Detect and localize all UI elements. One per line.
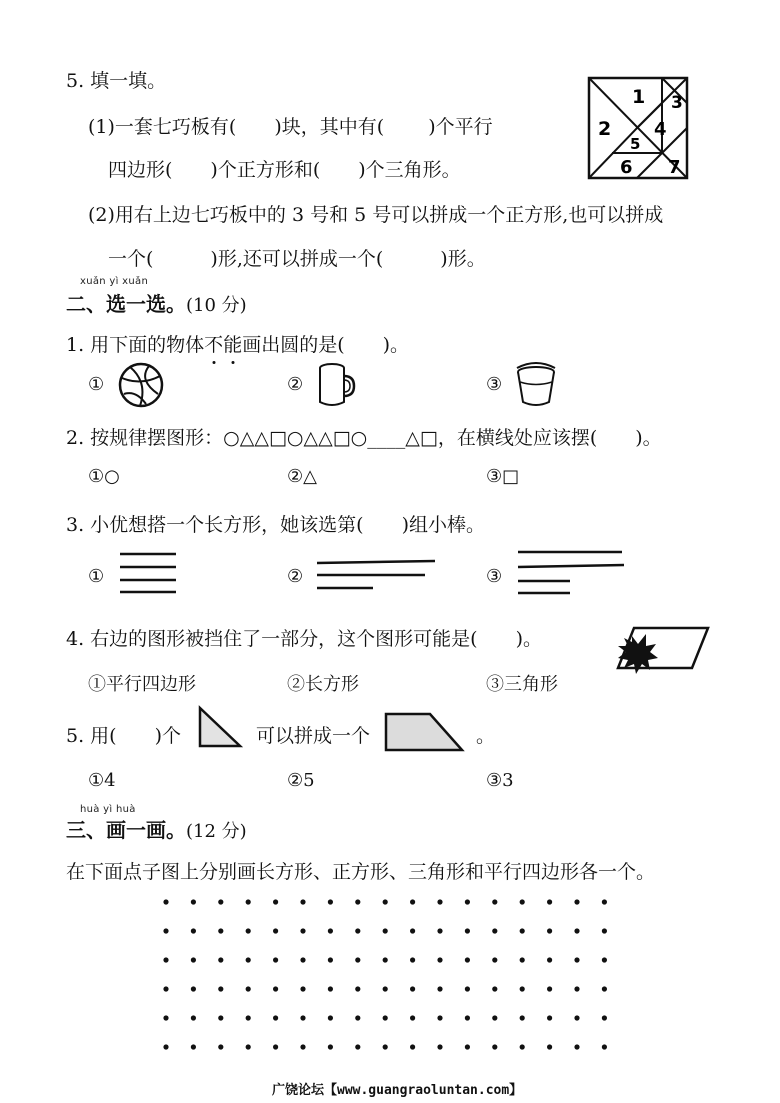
s2-q1-option-b[interactable]: ② xyxy=(287,374,304,395)
grid-dot[interactable] xyxy=(191,1044,196,1049)
s2-q5-option-c[interactable]: ③3 xyxy=(486,770,514,791)
stick-group-1 xyxy=(118,550,180,596)
tangram-label-4: 4 xyxy=(654,119,667,140)
grid-dot[interactable] xyxy=(246,928,251,933)
grid-dot[interactable] xyxy=(355,928,360,933)
grid-dot[interactable] xyxy=(437,899,442,904)
grid-dot[interactable] xyxy=(383,928,388,933)
grid-dot[interactable] xyxy=(246,986,251,991)
grid-dot[interactable] xyxy=(574,928,579,933)
section3-pinyin: huà yì huà xyxy=(80,804,136,815)
grid-dot[interactable] xyxy=(300,899,305,904)
grid-dot[interactable] xyxy=(355,957,360,962)
grid-dot[interactable] xyxy=(328,986,333,991)
grid-dot[interactable] xyxy=(492,1044,497,1049)
s2-q3-option-b[interactable]: ② xyxy=(287,566,304,587)
s2-q1-option-c[interactable]: ③ xyxy=(486,374,503,395)
grid-dot[interactable] xyxy=(383,899,388,904)
grid-dot[interactable] xyxy=(602,986,607,991)
grid-dot[interactable] xyxy=(273,986,278,991)
grid-dot[interactable] xyxy=(246,1044,251,1049)
grid-dot[interactable] xyxy=(465,986,470,991)
s2-q5-post: 。 xyxy=(476,725,496,747)
tangram-label-3: 3 xyxy=(671,93,683,113)
s2-q4-option-b[interactable]: ②长方形 xyxy=(287,674,359,695)
grid-dot[interactable] xyxy=(465,957,470,962)
grid-dot[interactable] xyxy=(492,928,497,933)
grid-dot[interactable] xyxy=(273,1015,278,1020)
grid-dot[interactable] xyxy=(437,986,442,991)
grid-dot[interactable] xyxy=(437,928,442,933)
s2-q1-pre: 1. 用下面的物体 xyxy=(66,334,205,356)
s2-q4-option-a[interactable]: ①平行四边形 xyxy=(88,674,196,695)
grid-dot[interactable] xyxy=(520,957,525,962)
grid-dot[interactable] xyxy=(191,957,196,962)
grid-dot[interactable] xyxy=(410,928,415,933)
grid-dot[interactable] xyxy=(492,986,497,991)
grid-dot[interactable] xyxy=(602,1044,607,1049)
grid-dot[interactable] xyxy=(465,1044,470,1049)
grid-dot[interactable] xyxy=(246,1015,251,1020)
grid-dot[interactable] xyxy=(328,957,333,962)
grid-dot[interactable] xyxy=(547,1044,552,1049)
grid-dot[interactable] xyxy=(163,928,168,933)
s2-q1-emph2: 能 xyxy=(223,330,242,357)
s2-q5-option-a[interactable]: ①4 xyxy=(88,770,116,791)
grid-dot[interactable] xyxy=(465,1015,470,1020)
s2-q5-pre: 5. 用( )个 xyxy=(66,725,181,747)
footer-watermark: 广饶论坛【www.guangraoluntan.com】 xyxy=(272,1083,523,1098)
s2-q2-option-c[interactable]: ③□ xyxy=(486,466,520,487)
section2-title: 二、选一选。 xyxy=(66,292,186,316)
grid-dot[interactable] xyxy=(300,1044,305,1049)
q5-part1-line1: (1)一套七巧板有( )块，其中有( )个平行 xyxy=(88,116,493,138)
q5-part2-line2: 一个( )形,还可以拼成一个( )形。 xyxy=(108,248,486,270)
q5-title: 5. 填一填。 xyxy=(66,70,167,92)
tangram-label-5: 5 xyxy=(630,135,641,153)
grid-dot[interactable] xyxy=(355,1015,360,1020)
grid-dot[interactable] xyxy=(191,1015,196,1020)
grid-dot[interactable] xyxy=(328,1015,333,1020)
q5-part2-line1: (2)用右上边七巧板中的 3 号和 5 号可以拼成一个正方形,也可以拼成 xyxy=(88,204,664,226)
grid-dot[interactable] xyxy=(492,1015,497,1020)
grid-dot[interactable] xyxy=(574,1015,579,1020)
grid-dot[interactable] xyxy=(602,899,607,904)
grid-dot[interactable] xyxy=(465,928,470,933)
grid-dot[interactable] xyxy=(465,899,470,904)
grid-dot[interactable] xyxy=(410,1015,415,1020)
s2-q5-mid: 可以拼成一个 xyxy=(256,725,371,747)
grid-dot[interactable] xyxy=(246,957,251,962)
grid-dot[interactable] xyxy=(300,1015,305,1020)
tangram-label-2: 2 xyxy=(598,118,612,140)
s2-q2-option-a[interactable]: ①○ xyxy=(88,466,120,487)
s2-q2-question: 2. 按规律摆图形：○△△□○△△□○____△□，在横线处应该摆( )。 xyxy=(66,427,662,449)
q5-part1-line2: 四边形( )个正方形和( )个三角形。 xyxy=(108,159,461,181)
grid-dot[interactable] xyxy=(410,986,415,991)
grid-dot[interactable] xyxy=(218,928,223,933)
grid-dot[interactable] xyxy=(520,986,525,991)
grid-dot[interactable] xyxy=(574,899,579,904)
grid-dot[interactable] xyxy=(383,957,388,962)
grid-dot[interactable] xyxy=(437,957,442,962)
s2-q1-option-a[interactable]: ① xyxy=(88,374,105,395)
grid-dot[interactable] xyxy=(574,1044,579,1049)
s2-q1-post: 画出圆的是( )。 xyxy=(242,334,410,356)
grid-dot[interactable] xyxy=(602,1015,607,1020)
grid-dot[interactable] xyxy=(437,1015,442,1020)
grid-dot[interactable] xyxy=(218,1044,223,1049)
tangram-label-6: 6 xyxy=(620,157,633,178)
grid-dot[interactable] xyxy=(218,1015,223,1020)
section3-title: 三、画一画。 xyxy=(66,818,186,842)
bucket-icon xyxy=(513,362,559,408)
section2-points: (10 分) xyxy=(186,295,247,316)
grid-dot[interactable] xyxy=(520,899,525,904)
grid-dot[interactable] xyxy=(492,899,497,904)
grid-dot[interactable] xyxy=(574,986,579,991)
grid-dot[interactable] xyxy=(273,899,278,904)
s2-q3-question: 3. 小优想搭一个长方形，她该选第( )组小棒。 xyxy=(66,514,485,536)
tangram-label-1: 1 xyxy=(632,86,646,108)
grid-dot[interactable] xyxy=(163,986,168,991)
grid-dot[interactable] xyxy=(273,957,278,962)
tangram-label-7: 7 xyxy=(668,157,681,178)
section2-heading xyxy=(66,288,247,317)
stick-group-3 xyxy=(516,547,628,599)
grid-dot[interactable] xyxy=(410,957,415,962)
grid-dot[interactable] xyxy=(328,1044,333,1049)
grid-dot[interactable] xyxy=(328,899,333,904)
grid-dot[interactable] xyxy=(300,928,305,933)
right-triangle-icon xyxy=(196,706,244,750)
grid-dot[interactable] xyxy=(328,928,333,933)
grid-dot[interactable] xyxy=(383,986,388,991)
hidden-parallelogram-figure xyxy=(612,622,712,678)
grid-dot[interactable] xyxy=(574,957,579,962)
grid-dot[interactable] xyxy=(520,928,525,933)
grid-dot[interactable] xyxy=(218,957,223,962)
section3-heading xyxy=(66,814,247,843)
grid-dot[interactable] xyxy=(520,1044,525,1049)
tangram-figure xyxy=(588,77,688,179)
basketball-icon xyxy=(118,362,164,408)
grid-dot[interactable] xyxy=(410,1044,415,1049)
grid-dot[interactable] xyxy=(355,986,360,991)
s2-q1-question xyxy=(66,330,409,357)
s2-q4-option-c[interactable]: ③三角形 xyxy=(486,674,558,695)
grid-dot[interactable] xyxy=(547,928,552,933)
grid-dot[interactable] xyxy=(218,899,223,904)
grid-dot[interactable] xyxy=(273,1044,278,1049)
grid-dot[interactable] xyxy=(191,986,196,991)
grid-dot[interactable] xyxy=(437,1044,442,1049)
section3-instruction: 在下面点子图上分别画长方形、正方形、三角形和平行四边形各一个。 xyxy=(66,861,656,883)
s2-q1-emph1: 不 xyxy=(204,330,223,357)
grid-dot[interactable] xyxy=(383,1015,388,1020)
mug-icon xyxy=(316,362,356,408)
grid-dot[interactable] xyxy=(163,1044,168,1049)
grid-dot[interactable] xyxy=(492,957,497,962)
grid-dot[interactable] xyxy=(355,1044,360,1049)
grid-dot[interactable] xyxy=(547,1015,552,1020)
trapezoid-icon xyxy=(384,710,466,754)
grid-dot[interactable] xyxy=(602,928,607,933)
grid-dot[interactable] xyxy=(163,1015,168,1020)
section2-pinyin: xuǎn yì xuǎn xyxy=(80,276,149,287)
grid-dot[interactable] xyxy=(246,899,251,904)
grid-dot[interactable] xyxy=(383,1044,388,1049)
grid-dot[interactable] xyxy=(520,1015,525,1020)
grid-dot[interactable] xyxy=(300,986,305,991)
section3-points: (12 分) xyxy=(186,821,247,842)
grid-dot[interactable] xyxy=(191,899,196,904)
grid-dot[interactable] xyxy=(273,928,278,933)
grid-dot[interactable] xyxy=(300,957,305,962)
grid-dot[interactable] xyxy=(547,899,552,904)
grid-dot[interactable] xyxy=(547,957,552,962)
s2-q2-option-b[interactable]: ②△ xyxy=(287,466,317,487)
s2-q3-option-a[interactable]: ① xyxy=(88,566,105,587)
stick-group-2 xyxy=(315,557,439,597)
s2-q5-option-b[interactable]: ②5 xyxy=(287,770,315,791)
grid-dot[interactable] xyxy=(218,986,223,991)
grid-dot[interactable] xyxy=(547,986,552,991)
grid-dot[interactable] xyxy=(355,899,360,904)
s2-q4-question: 4. 右边的图形被挡住了一部分，这个图形可能是( )。 xyxy=(66,628,542,650)
grid-dot[interactable] xyxy=(191,928,196,933)
grid-dot[interactable] xyxy=(163,957,168,962)
grid-dot[interactable] xyxy=(602,957,607,962)
dot-grid[interactable] xyxy=(150,890,630,1060)
grid-dot[interactable] xyxy=(163,899,168,904)
grid-dot[interactable] xyxy=(410,899,415,904)
s2-q3-option-c[interactable]: ③ xyxy=(486,566,503,587)
